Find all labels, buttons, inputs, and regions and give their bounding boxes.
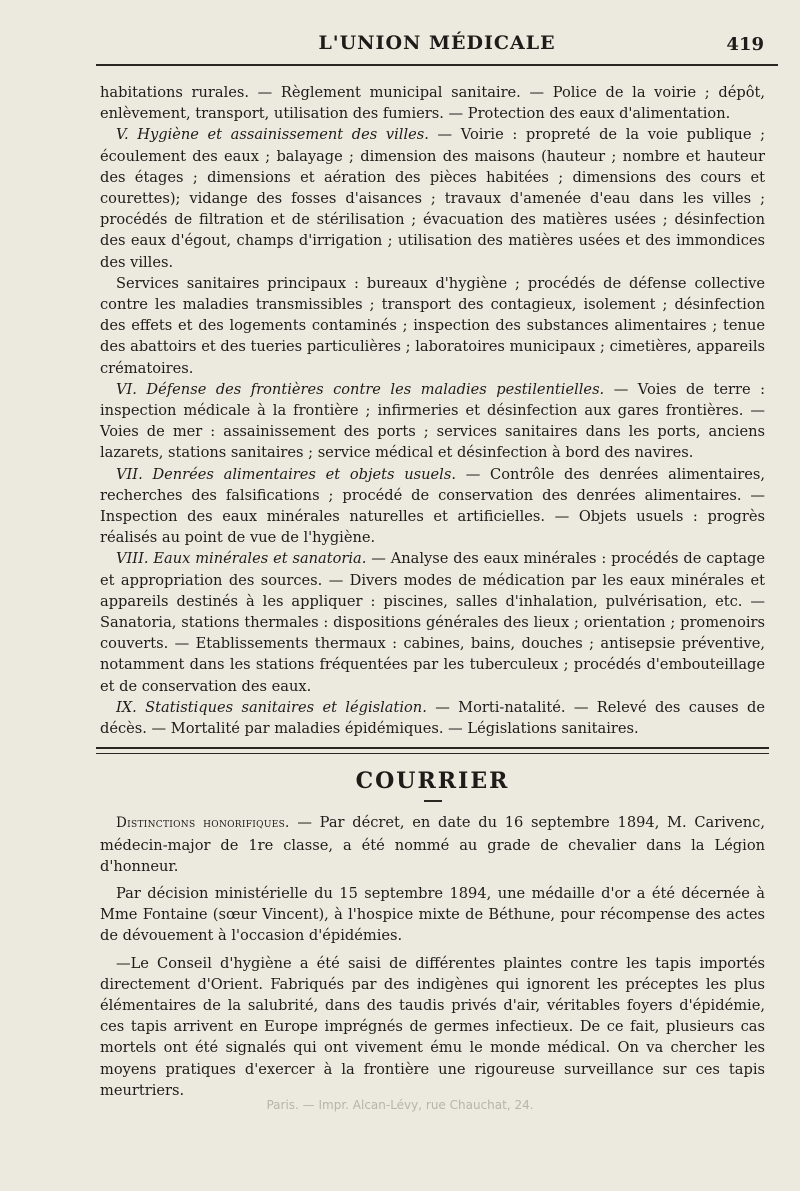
section-heading: IX. Statistiques sanitaires et législation. bbox=[116, 698, 427, 716]
paragraph-text: Par décision ministérielle du 15 septembre 1894, une médaille d'or a été décernée à Mme Fontaine (sœur Vincent), à l'hospice mixte de Béthune, pour récompense des actes de dévouement à l'occasion d'épidémies. bbox=[100, 884, 765, 945]
paragraph-text: — Par décret, en date du 16 septembre 1894, M. Carivenc, médecin-major de 1re classe, a été nommé au grade de chevalier dans la Légion d'honneur. bbox=[100, 814, 765, 875]
paragraph-section-v bbox=[100, 124, 765, 272]
section-heading: VII. Denrées alimentaires et objets usuels. bbox=[116, 465, 456, 483]
paragraph-text: — Voirie : propreté de la voie publique ; écoulement des eaux ; balayage ; dimension des maisons (hauteur ; nombre et hauteur des étages ; dimensions et aération des pièces habitées ; dimensions des cours et courettes); vidange des fosses d'aisances ; travaux d'amenée d'eau dans les villes ; procédés de filtration et de stérilisation ; évacuation des matières usées ; désinfection des eaux d'égout, champs d'irrigation ; utilisation des matières usées et des immondices des villes. bbox=[100, 126, 766, 271]
section-heading: VI. Défense des frontières contre les maladies pestilentielles. bbox=[116, 380, 605, 398]
paragraph-section-vi bbox=[100, 379, 765, 464]
journal-title: L'UNION MÉDICALE bbox=[318, 32, 556, 54]
paragraph-rural bbox=[100, 82, 765, 124]
paragraph-tapis bbox=[100, 953, 765, 1101]
title-dash bbox=[424, 800, 442, 802]
running-head bbox=[110, 30, 764, 60]
paragraph-text: habitations rurales. — Règlement municipal sanitaire. — Police de la voirie ; dépôt, enlèvement, transport, utilisation des fumiers. — Protection des eaux d'alimentation. bbox=[100, 84, 765, 123]
paragraph-medaille bbox=[100, 883, 765, 947]
paragraph-text: — Voies de terre : inspection médicale à la frontière ; infirmeries et désinfection aux gares frontières. — Voies de mer : assainissement des ports ; services sanitaires dans les ports, anciens lazarets, stations sanitaires ; service médical et désinfection à bord des navires. bbox=[100, 380, 765, 462]
courrier-title: COURRIER bbox=[355, 768, 510, 795]
paragraph-text: — Analyse des eaux minérales : procédés de captage et appropriation des sources. — Divers modes de médication par les eaux minérales et appareils destinés à les appliquer : piscines, salles d'inhalation, pulvérisation, etc. — Sanatoria, stations thermales : dispositions générales des lieux ; orientation ; promenoirs couverts. — Etablissements thermaux : cabines, bains, douches ; antisepsie préventive, notamment dans les stations fréquentées par les tuberculeux ; procédés d'embouteillage et de conservation des eaux. bbox=[100, 550, 765, 695]
paragraph-text: — Morti-natalité. — Relevé des causes de décès. — Mortalité par maladies épidémiques. — Législations sanitaires. bbox=[100, 698, 765, 738]
paragraph-section-vii bbox=[100, 464, 765, 549]
section-divider bbox=[96, 747, 769, 754]
paragraph-section-ix bbox=[100, 697, 765, 739]
paragraph-lead: Distinctions honorifiques. bbox=[116, 815, 290, 832]
paragraph-text: —Le Conseil d'hygiène a été saisi de différentes plaintes contre les tapis importés directement d'Orient. Fabriqués par des indigènes qui ignorent les préceptes les plus élémentaires de la salubrité, dans des taudis privés d'air, véritables foyers d'épidémie, ces tapis arrivent en Europe imprégnés de germes infectieux. De ce fait, plusieurs cas mortels ont été signalés qui ont vivement ému le monde médical. On va chercher les moyens pratiques d'exercer à la frontière une rigoureuse surveillance sur ces tapis meurtriers. bbox=[100, 954, 765, 1099]
paragraph-distinctions bbox=[100, 812, 765, 877]
paragraph-text: — Contrôle des denrées alimentaires, recherches des falsifications ; procédé de conservation des denrées alimentaires. — Inspection des eaux minérales naturelles et artificielles. — Objets usuels : progrès réalisés au point de vue de l'hygiène. bbox=[100, 465, 765, 547]
page-number: 419 bbox=[726, 34, 764, 55]
paragraph-section-viii bbox=[100, 548, 765, 696]
section-heading: V. Hygiène et assainissement des villes. bbox=[116, 126, 429, 144]
header-rule bbox=[96, 64, 778, 66]
paragraph-services bbox=[100, 273, 765, 379]
section-heading: VIII. Eaux minérales et sanatoria. bbox=[116, 550, 367, 568]
printer-imprint: Paris. — Impr. Alcan-Lévy, rue Chauchat, 24. bbox=[266, 1098, 534, 1112]
paragraph-text: Services sanitaires principaux : bureaux d'hygiène ; procédés de défense collective contre les maladies transmissibles ; transport des contagieux, isolement ; désinfection des effets et des logements contaminés ; inspection des substances alimentaires ; tenue des abattoirs et des tueries particulières ; laboratoires municipaux ; cimetières, appareils crématoires. bbox=[100, 274, 765, 377]
article-body bbox=[100, 82, 765, 1101]
